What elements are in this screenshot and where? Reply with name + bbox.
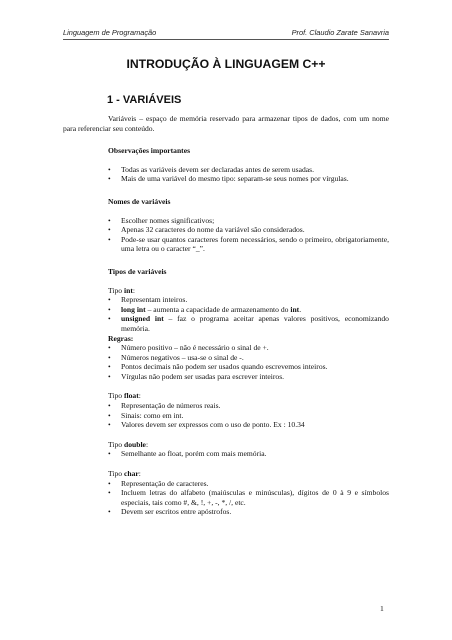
tipo-float-list bbox=[108, 401, 389, 430]
list-item: • Devem ser escritos entre apóstrofos. bbox=[108, 507, 389, 517]
keyword-int: int bbox=[290, 304, 300, 314]
tipo-suffix: : bbox=[138, 391, 141, 401]
tipo-prefix: Tipo bbox=[108, 391, 124, 401]
document-body bbox=[63, 114, 389, 517]
list-item: • Pode-se usar quantos caracteres forem necessários, sendo o primeiro, obrigatoriamente, uma letra ou o caracter “_”. bbox=[108, 235, 389, 254]
header-author: Prof. Claudio Zarate Sanavria bbox=[291, 28, 389, 37]
subheading-observacoes: Observações importantes bbox=[108, 146, 191, 156]
list-item: • Valores devem ser expressos com o uso de ponto. Ex : 10.34 bbox=[108, 420, 389, 430]
tipo-suffix: : bbox=[132, 285, 135, 295]
keyword-unsigned-int: unsigned int bbox=[121, 314, 164, 324]
keyword-float: float bbox=[123, 391, 139, 401]
tipo-suffix: : bbox=[138, 469, 141, 479]
list-item: • Todas as variáveis devem ser declaradas antes de serem usadas. bbox=[108, 165, 389, 175]
list-item: • Escolher nomes significativos; bbox=[108, 216, 389, 226]
intro-paragraph: Variáveis – espaço de memória reservado para armazenar tipos de dados, com um nome para referenciar seu conteúdo. bbox=[63, 114, 389, 133]
list-item: • Números negativos – usa-se o sinal de -. bbox=[108, 353, 389, 363]
regras-label: Regras: bbox=[108, 333, 134, 343]
list-item: • Semelhante ao float, porém com mais memória. bbox=[108, 449, 389, 459]
keyword-double: double bbox=[123, 439, 146, 449]
list-item: • Representação de números reais. bbox=[108, 401, 389, 411]
list-item: • Representam inteiros. bbox=[108, 295, 389, 305]
tipo-prefix: Tipo bbox=[108, 285, 124, 295]
keyword-char: char bbox=[123, 469, 139, 479]
page-header bbox=[63, 28, 389, 40]
tipo-char-list bbox=[108, 479, 389, 517]
section-observacoes bbox=[108, 146, 389, 517]
document-title: INTRODUÇÃO À LINGUAGEM C++ bbox=[126, 57, 326, 71]
tipo-prefix: Tipo bbox=[108, 439, 124, 449]
item-text: . bbox=[299, 304, 302, 314]
list-item bbox=[108, 305, 389, 315]
list-item: • Representação de caracteres. bbox=[108, 479, 389, 489]
list-item: • Apenas 32 caracteres do nome da variável são considerados. bbox=[108, 225, 389, 235]
item-text: – aumenta a capacidade de armazenamento do bbox=[145, 304, 291, 314]
tipo-int-list bbox=[108, 295, 389, 333]
page-number: 1 bbox=[380, 604, 384, 613]
subheading-nomes: Nomes de variáveis bbox=[108, 196, 171, 206]
subheading-tipos: Tipos de variáveis bbox=[108, 266, 167, 276]
tipo-float-label bbox=[108, 391, 389, 401]
tipo-int-label bbox=[108, 286, 389, 296]
tipo-double-list bbox=[108, 449, 389, 459]
list-item: • Incluem letras do alfabeto (maiúsculas e minúsculas), dígitos de 0 à 9 e símbolos especiais, tais como #, &, !, +, -, *, /, etc. bbox=[108, 488, 389, 507]
nomes-list bbox=[108, 216, 389, 254]
tipo-double-label bbox=[108, 440, 389, 450]
list-item: • Número positivo – não é necessário o sinal de +. bbox=[108, 343, 389, 353]
observacoes-list bbox=[108, 165, 389, 184]
header-course: Linguagem de Programação bbox=[63, 28, 157, 37]
section-heading-variaveis: 1 - VARIÁVEIS bbox=[107, 94, 182, 106]
tipo-suffix: : bbox=[145, 439, 149, 449]
list-item: • Sinais: como em int. bbox=[108, 411, 389, 421]
list-item: • Mais de uma variável do mesmo tipo: separam-se seus nomes por vírgulas. bbox=[108, 174, 389, 184]
item-text: – faz o programa aceitar apenas valores positivos, economizando memória. bbox=[121, 314, 389, 333]
list-item bbox=[108, 314, 389, 333]
tipo-prefix: Tipo bbox=[108, 469, 124, 479]
list-item: • Pontos decimais não podem ser usados quando escrevemos inteiros. bbox=[108, 362, 389, 372]
tipo-char-label bbox=[108, 469, 389, 479]
list-item: • Vírgulas não podem ser usadas para escrever inteiros. bbox=[108, 372, 389, 382]
keyword-long-int: long int bbox=[121, 304, 146, 314]
regras-list bbox=[108, 343, 389, 381]
keyword-int: int bbox=[123, 285, 133, 295]
